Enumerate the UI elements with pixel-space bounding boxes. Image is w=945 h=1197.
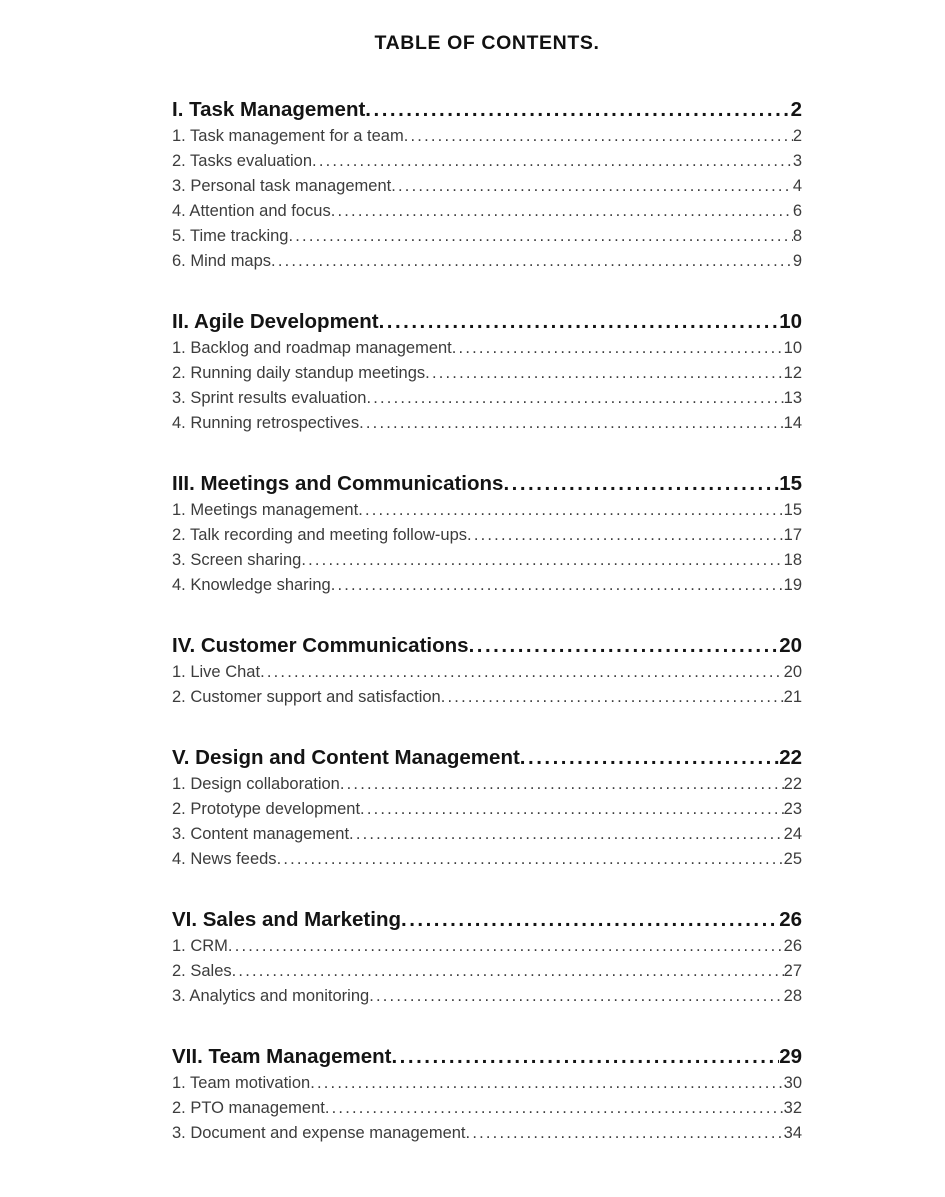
section-page-number: 10 [779, 310, 802, 333]
toc-entry-row [172, 498, 802, 523]
section-heading-label: I. Task Management [172, 98, 366, 121]
dot-leader [391, 174, 793, 199]
toc-entry-label: 1. Design collaboration [172, 775, 340, 793]
toc-entry-row [172, 149, 802, 174]
toc-section [172, 95, 802, 274]
toc-entry-page-number: 19 [783, 576, 802, 594]
toc-entry-label: 5. Time tracking [172, 227, 289, 245]
toc-entry-page-number: 34 [783, 1124, 802, 1142]
dot-leader [452, 336, 784, 361]
dot-leader [310, 1071, 783, 1096]
toc-entry-row [172, 548, 802, 573]
toc-entry-page-number: 20 [783, 663, 802, 681]
section-heading-row [172, 95, 802, 124]
toc-section [172, 1042, 802, 1146]
dot-leader [467, 523, 784, 548]
section-heading-label: IV. Customer Communications [172, 634, 469, 657]
section-page-number: 20 [779, 634, 802, 657]
toc-entry-label: 2. PTO management [172, 1099, 325, 1117]
toc-entry-row [172, 249, 802, 274]
toc-entry-label: 1. Live Chat [172, 663, 261, 681]
toc-entry-label: 2. Tasks evaluation [172, 152, 313, 170]
dot-leader [359, 411, 784, 436]
dot-leader [358, 498, 783, 523]
toc-entry-page-number: 13 [783, 389, 802, 407]
toc-entry-label: 3. Screen sharing [172, 551, 302, 569]
toc-entry-page-number: 27 [783, 962, 802, 980]
toc-entry-row [172, 1071, 802, 1096]
dot-leader [271, 249, 793, 274]
toc-entry-row [172, 361, 802, 386]
toc-entry-label: 1. Task management for a team [172, 127, 404, 145]
dot-leader [365, 95, 790, 124]
toc-section [172, 469, 802, 598]
toc-entry-label: 2. Sales [172, 962, 232, 980]
dot-leader [469, 631, 780, 660]
toc-entry-row [172, 124, 802, 149]
section-heading-row [172, 631, 802, 660]
toc-entry-label: 3. Document and expense management [172, 1124, 466, 1142]
section-heading-label: VII. Team Management [172, 1045, 392, 1068]
section-heading-row [172, 905, 802, 934]
toc-entry-row [172, 797, 802, 822]
dot-leader [401, 905, 779, 934]
toc-section [172, 743, 802, 872]
dot-leader [379, 307, 780, 336]
toc-sections [172, 95, 802, 1146]
dot-leader [503, 469, 779, 498]
section-heading-label: V. Design and Content Management [172, 746, 520, 769]
section-heading-row [172, 1042, 802, 1071]
dot-leader [360, 797, 784, 822]
toc-entry-page-number: 32 [783, 1099, 802, 1117]
dot-leader [366, 386, 783, 411]
toc-entry-row [172, 847, 802, 872]
dot-leader [349, 822, 784, 847]
dot-leader [325, 1096, 784, 1121]
toc-entry-label: 3. Sprint results evaluation [172, 389, 367, 407]
dot-leader [288, 224, 792, 249]
toc-entry-row [172, 934, 802, 959]
dot-leader [301, 548, 783, 573]
toc-entry-row [172, 224, 802, 249]
dot-leader [232, 959, 784, 984]
toc-entry-label: 3. Content management [172, 825, 350, 843]
toc-section [172, 905, 802, 1009]
toc-entry-page-number: 3 [792, 152, 802, 170]
toc-entry-label: 3. Personal task management [172, 177, 392, 195]
toc-entry-page-number: 28 [783, 987, 802, 1005]
toc-entry-row [172, 1121, 802, 1146]
toc-entry-row [172, 660, 802, 685]
toc-entry-label: 4. Attention and focus [172, 202, 331, 220]
dot-leader [312, 149, 793, 174]
dot-leader [520, 743, 779, 772]
dot-leader [340, 772, 784, 797]
toc-entry-page-number: 30 [783, 1074, 802, 1092]
toc-entry-label: 4. News feeds [172, 850, 277, 868]
toc-entry-page-number: 14 [783, 414, 802, 432]
toc-entry-page-number: 8 [792, 227, 802, 245]
toc-entry-page-number: 6 [792, 202, 802, 220]
toc-entry-page-number: 26 [783, 937, 802, 955]
toc-entry-row [172, 959, 802, 984]
section-heading-label: III. Meetings and Communications [172, 472, 504, 495]
toc-entry-label: 1. Backlog and roadmap management [172, 339, 452, 357]
toc-entry-page-number: 17 [783, 526, 802, 544]
toc-entry-row [172, 573, 802, 598]
toc-entry-row [172, 174, 802, 199]
toc-entry-page-number: 9 [792, 252, 802, 270]
section-heading-row [172, 469, 802, 498]
dot-leader [331, 573, 784, 598]
toc-entry-page-number: 23 [783, 800, 802, 818]
dot-leader [466, 1121, 784, 1146]
toc-entry-row [172, 772, 802, 797]
section-heading-row [172, 743, 802, 772]
toc-entry-row [172, 386, 802, 411]
section-heading-row [172, 307, 802, 336]
toc-entry-label: 2. Customer support and satisfaction [172, 688, 441, 706]
toc-entry-page-number: 10 [783, 339, 802, 357]
dot-leader [260, 660, 784, 685]
toc-entry-label: 1. CRM [172, 937, 228, 955]
toc-entry-row [172, 336, 802, 361]
dot-leader [425, 361, 783, 386]
section-heading-label: II. Agile Development [172, 310, 379, 333]
toc-entry-row [172, 523, 802, 548]
toc-entry-row [172, 984, 802, 1009]
toc-entry-label: 2. Running daily standup meetings [172, 364, 426, 382]
toc-entry-page-number: 12 [783, 364, 802, 382]
section-heading-label: VI. Sales and Marketing [172, 908, 401, 931]
toc-entry-page-number: 22 [783, 775, 802, 793]
toc-entry-label: 4. Knowledge sharing [172, 576, 331, 594]
toc-entry-page-number: 24 [783, 825, 802, 843]
toc-entry-page-number: 25 [783, 850, 802, 868]
dot-leader [369, 984, 783, 1009]
dot-leader [391, 1042, 779, 1071]
toc-entry-label: 2. Prototype development [172, 800, 361, 818]
dot-leader [404, 124, 793, 149]
toc-entry-row [172, 411, 802, 436]
toc-entry-page-number: 21 [783, 688, 802, 706]
dot-leader [441, 685, 784, 710]
toc-entry-label: 2. Talk recording and meeting follow-ups [172, 526, 468, 544]
dot-leader [228, 934, 784, 959]
toc-section [172, 631, 802, 710]
toc-entry-label: 4. Running retrospectives [172, 414, 360, 432]
page-title: TABLE OF CONTENTS. [374, 32, 600, 54]
toc-entry-page-number: 4 [792, 177, 802, 195]
toc-section [172, 307, 802, 436]
section-page-number: 22 [779, 746, 802, 769]
toc-entry-row [172, 822, 802, 847]
toc-entry-label: 3. Analytics and monitoring [172, 987, 370, 1005]
toc-entry-label: 1. Meetings management [172, 501, 359, 519]
dot-leader [331, 199, 793, 224]
toc-entry-page-number: 15 [783, 501, 802, 519]
toc-entry-label: 6. Mind maps [172, 252, 272, 270]
toc-entry-page-number: 18 [783, 551, 802, 569]
section-page-number: 15 [779, 472, 802, 495]
section-page-number: 26 [779, 908, 802, 931]
section-page-number: 2 [790, 98, 802, 121]
dot-leader [277, 847, 784, 872]
section-page-number: 29 [779, 1045, 802, 1068]
toc-entry-label: 1. Team motivation [172, 1074, 311, 1092]
toc-entry-row [172, 199, 802, 224]
toc-entry-row [172, 1096, 802, 1121]
toc-entry-row [172, 685, 802, 710]
toc-entry-page-number: 2 [792, 127, 802, 145]
